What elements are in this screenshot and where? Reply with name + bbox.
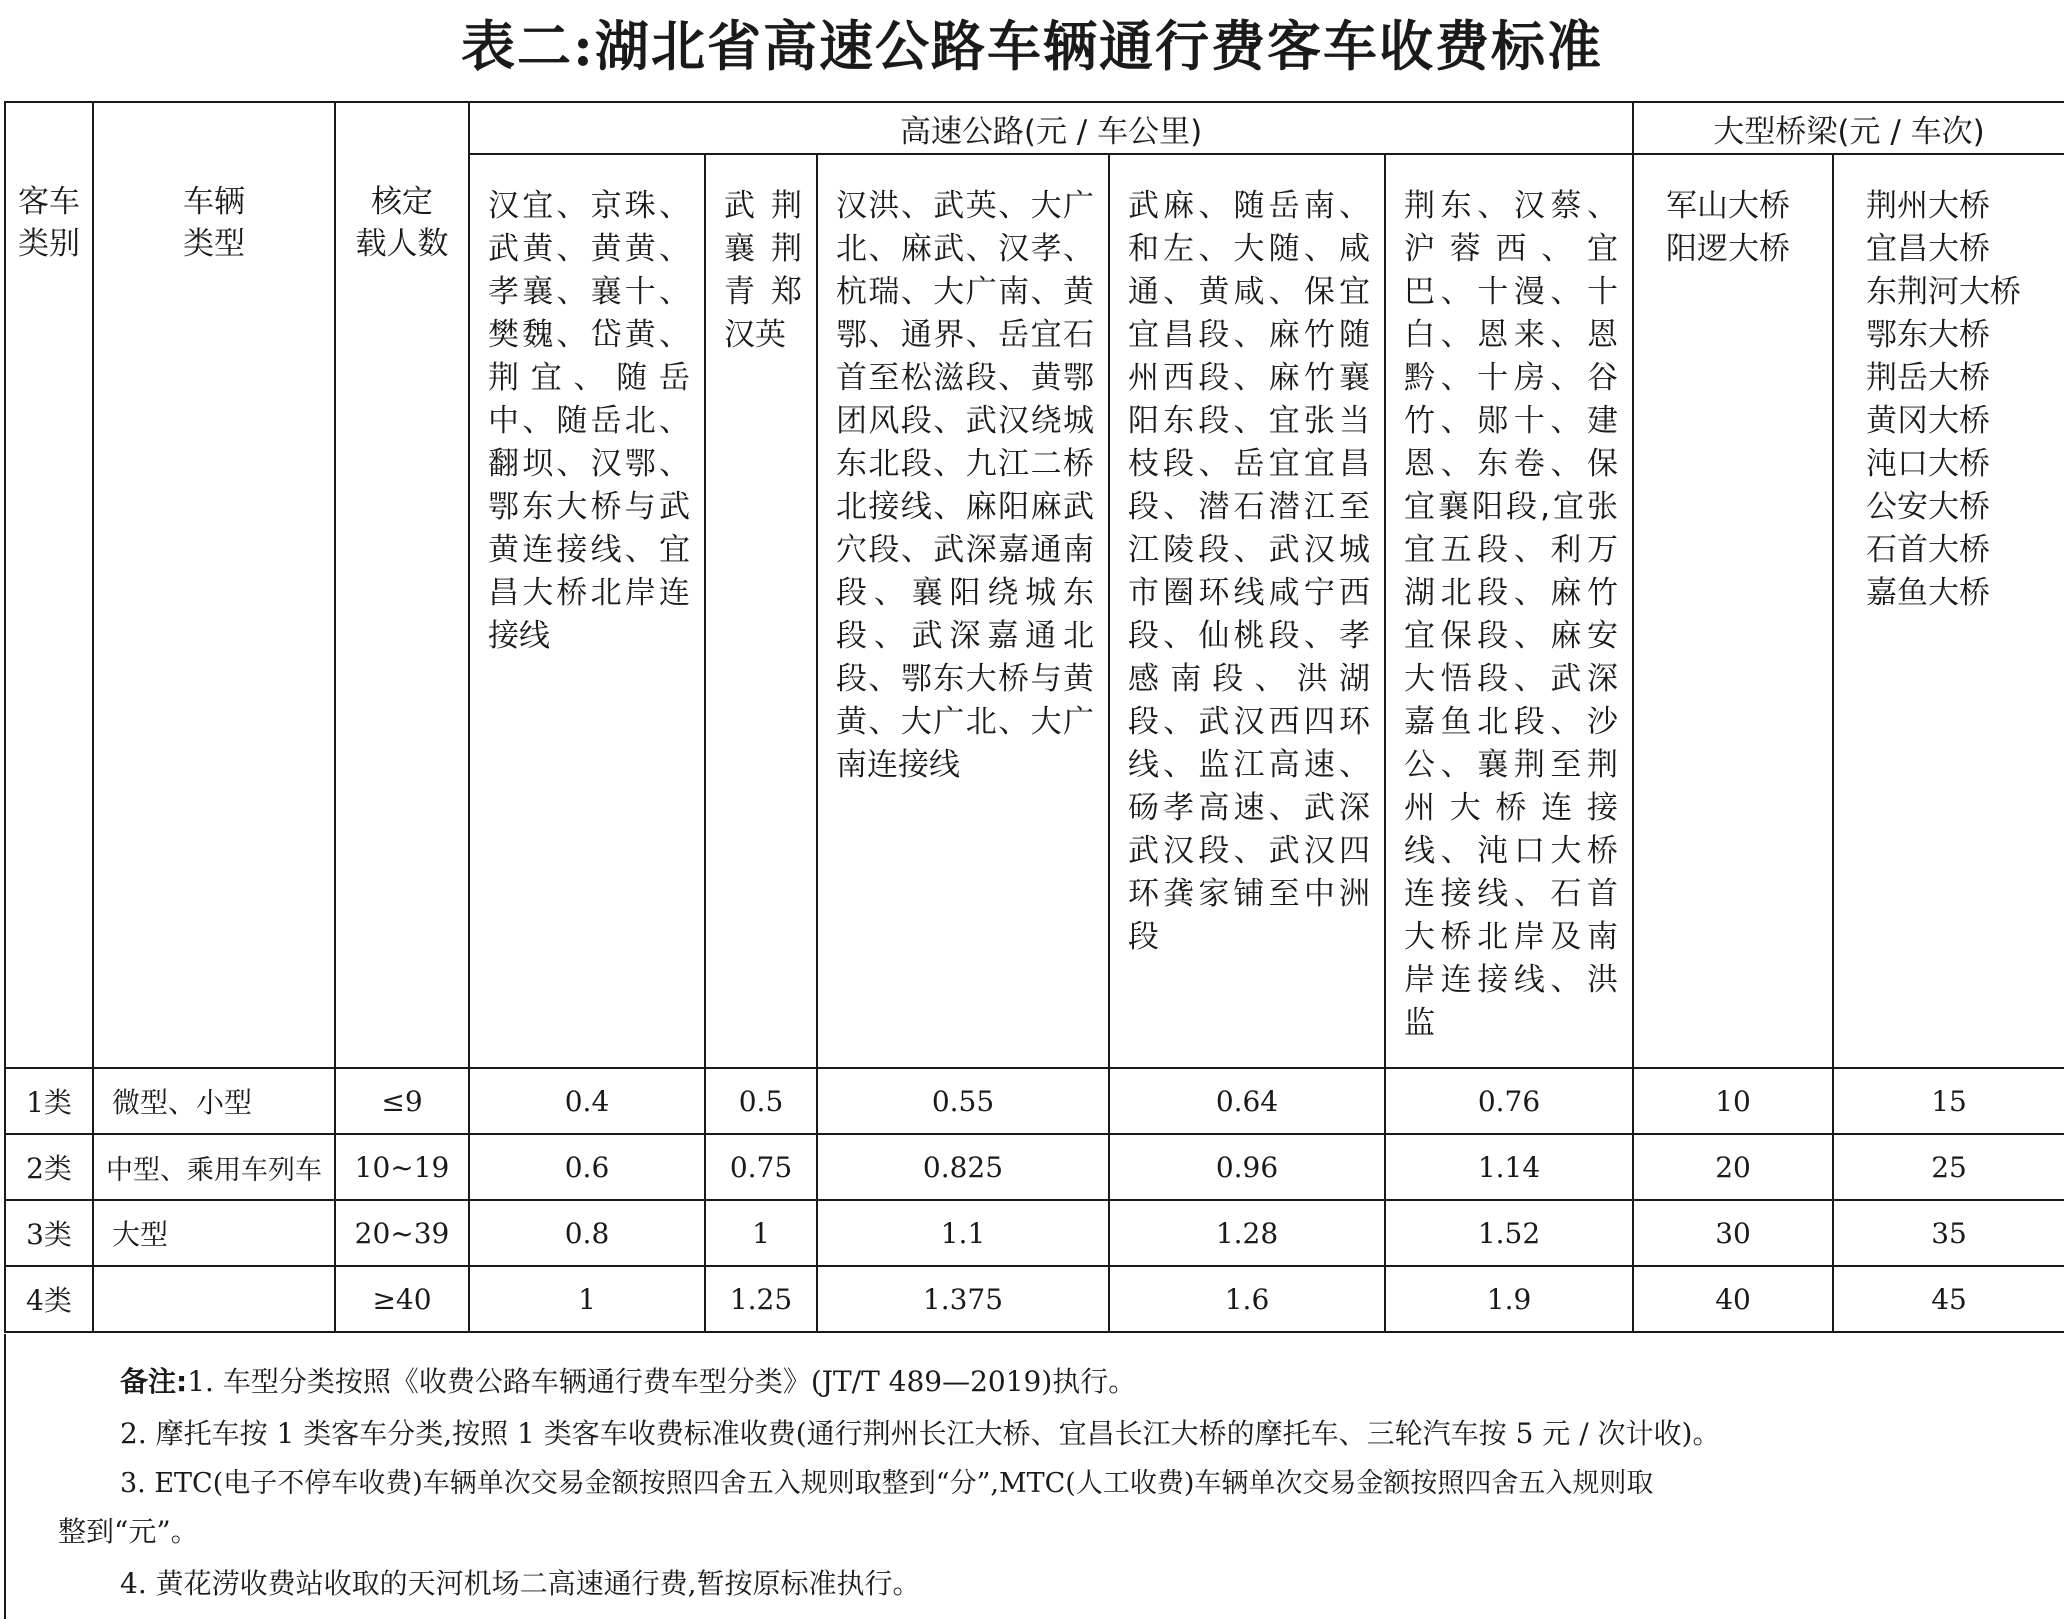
rate-cell: 30: [1633, 1200, 1833, 1266]
rate-cell: 1.1: [817, 1200, 1109, 1266]
rate-cell: 45: [1833, 1266, 2064, 1332]
road-group-5: 荆东、汉蔡、沪蓉西、宜巴、十漫、十白、恩来、恩黔、十房、谷竹、郧十、建恩、东卷、保宜襄阳段,宜张宜五段、利万湖北段、麻竹宜保段、麻安大悟段、武深嘉鱼北段、沙公、襄荆至荆州大桥连接线、沌口大桥连接线、石首大桥北岸及南岸连接线、洪监: [1385, 154, 1633, 1068]
notes-label: 备注:: [120, 1365, 188, 1398]
road-group-4: 武麻、随岳南、和左、大随、咸通、黄咸、保宜宜昌段、麻竹随州西段、麻竹襄阳东段、宜张当枝段、岳宜宜昌段、潜石潜江至江陵段、武汉城市圈环线咸宁西段、仙桃段、孝感南段、洪湖段、武汉西四环线、监江高速、砀孝高速、武深武汉段、武汉四环龚家铺至中洲段: [1109, 154, 1385, 1068]
header-bridge: 大型桥梁(元 / 车次): [1633, 102, 2064, 154]
rate-cell: 1.14: [1385, 1134, 1633, 1200]
rate-cell: 0.55: [817, 1068, 1109, 1134]
row-type: [93, 1266, 335, 1332]
notes-section: [4, 1334, 2064, 1619]
row-capacity: 10~19: [335, 1134, 469, 1200]
note-1: [120, 1362, 1136, 1402]
rate-cell: 20: [1633, 1134, 1833, 1200]
note-3-cont: 整到“元”。: [58, 1515, 199, 1548]
rate-cell: 15: [1833, 1068, 2064, 1134]
header-category: 客车 类别: [5, 102, 93, 1068]
note-2: 2. 摩托车按 1 类客车分类,按照 1 类客车收费标准收费(通行荆州长江大桥、宜昌长江大桥的摩托车、三轮汽车按 5 元 / 次计收)。: [120, 1417, 1721, 1450]
rate-cell: 1.25: [705, 1266, 817, 1332]
note-1-text: 1. 车型分类按照《收费公路车辆通行费车型分类》(JT/T 489—2019)执行。: [187, 1365, 1137, 1398]
row-type: 中型、乘用车列车: [93, 1134, 335, 1200]
bridge-group-1: 军山大桥 阳逻大桥: [1633, 154, 1833, 1068]
row-capacity: 20~39: [335, 1200, 469, 1266]
rate-cell: 1: [705, 1200, 817, 1266]
row-type: 微型、小型: [93, 1068, 335, 1134]
note-4: 4. 黄花涝收费站收取的天河机场二高速通行费,暂按原标准执行。: [120, 1567, 921, 1600]
rate-cell: 10: [1633, 1068, 1833, 1134]
row-category: 1类: [5, 1068, 93, 1134]
row-category: 3类: [5, 1200, 93, 1266]
rate-cell: 1.28: [1109, 1200, 1385, 1266]
table-row: [5, 1200, 2064, 1266]
rate-cell: 0.4: [469, 1068, 705, 1134]
header-vehicle-type: 车辆 类型: [93, 102, 335, 1068]
rate-cell: 1.52: [1385, 1200, 1633, 1266]
row-category: 4类: [5, 1266, 93, 1332]
rate-cell: 0.76: [1385, 1068, 1633, 1134]
rate-cell: 40: [1633, 1266, 1833, 1332]
header-capacity: 核定 载人数: [335, 102, 469, 1068]
rate-cell: 0.96: [1109, 1134, 1385, 1200]
rate-cell: 0.825: [817, 1134, 1109, 1200]
rate-cell: 0.5: [705, 1068, 817, 1134]
rate-cell: 0.64: [1109, 1068, 1385, 1134]
rate-cell: 1: [469, 1266, 705, 1332]
row-category: 2类: [5, 1134, 93, 1200]
table-row: [5, 1266, 2064, 1332]
road-group-1: 汉宜、京珠、武黄、黄黄、孝襄、襄十、樊魏、岱黄、荆宜、随岳中、随岳北、翻坝、汉鄂、鄂东大桥与武黄连接线、宜昌大桥北岸连接线: [469, 154, 705, 1068]
page-title: 表二:湖北省高速公路车辆通行费客车收费标准: [461, 14, 1603, 78]
rate-cell: 0.75: [705, 1134, 817, 1200]
rate-cell: 1.9: [1385, 1266, 1633, 1332]
table-row: [5, 1068, 2064, 1134]
row-capacity: ≤9: [335, 1068, 469, 1134]
header-highway: 高速公路(元 / 车公里): [469, 102, 1633, 154]
row-type: 大型: [93, 1200, 335, 1266]
row-capacity: ≥40: [335, 1266, 469, 1332]
rate-cell: 35: [1833, 1200, 2064, 1266]
table-row: [5, 1134, 2064, 1200]
note-3: 3. ETC(电子不停车收费)车辆单次交易金额按照四舍五入规则取整到“分”,MTC(人工收费)车辆单次交易金额按照四舍五入规则取: [120, 1468, 1654, 1499]
rate-cell: 0.6: [469, 1134, 705, 1200]
bridge-group-2: 荆州大桥 宜昌大桥 东荆河大桥 鄂东大桥 荆岳大桥 黄冈大桥 沌口大桥 公安大桥 石首大桥 嘉鱼大桥: [1833, 154, 2064, 1068]
toll-table: [4, 101, 2064, 1333]
rate-cell: 25: [1833, 1134, 2064, 1200]
rate-cell: 1.6: [1109, 1266, 1385, 1332]
road-group-2: 武荆襄荆青郑汉英: [705, 154, 817, 1068]
rate-cell: 1.375: [817, 1266, 1109, 1332]
road-group-3: 汉洪、武英、大广北、麻武、汉孝、杭瑞、大广南、黄鄂、通界、岳宜石首至松滋段、黄鄂团风段、武汉绕城东北段、九江二桥北接线、麻阳麻武穴段、武深嘉通南段、襄阳绕城东段、武深嘉通北段、鄂东大桥与黄黄、大广北、大广南连接线: [817, 154, 1109, 1068]
rate-cell: 0.8: [469, 1200, 705, 1266]
